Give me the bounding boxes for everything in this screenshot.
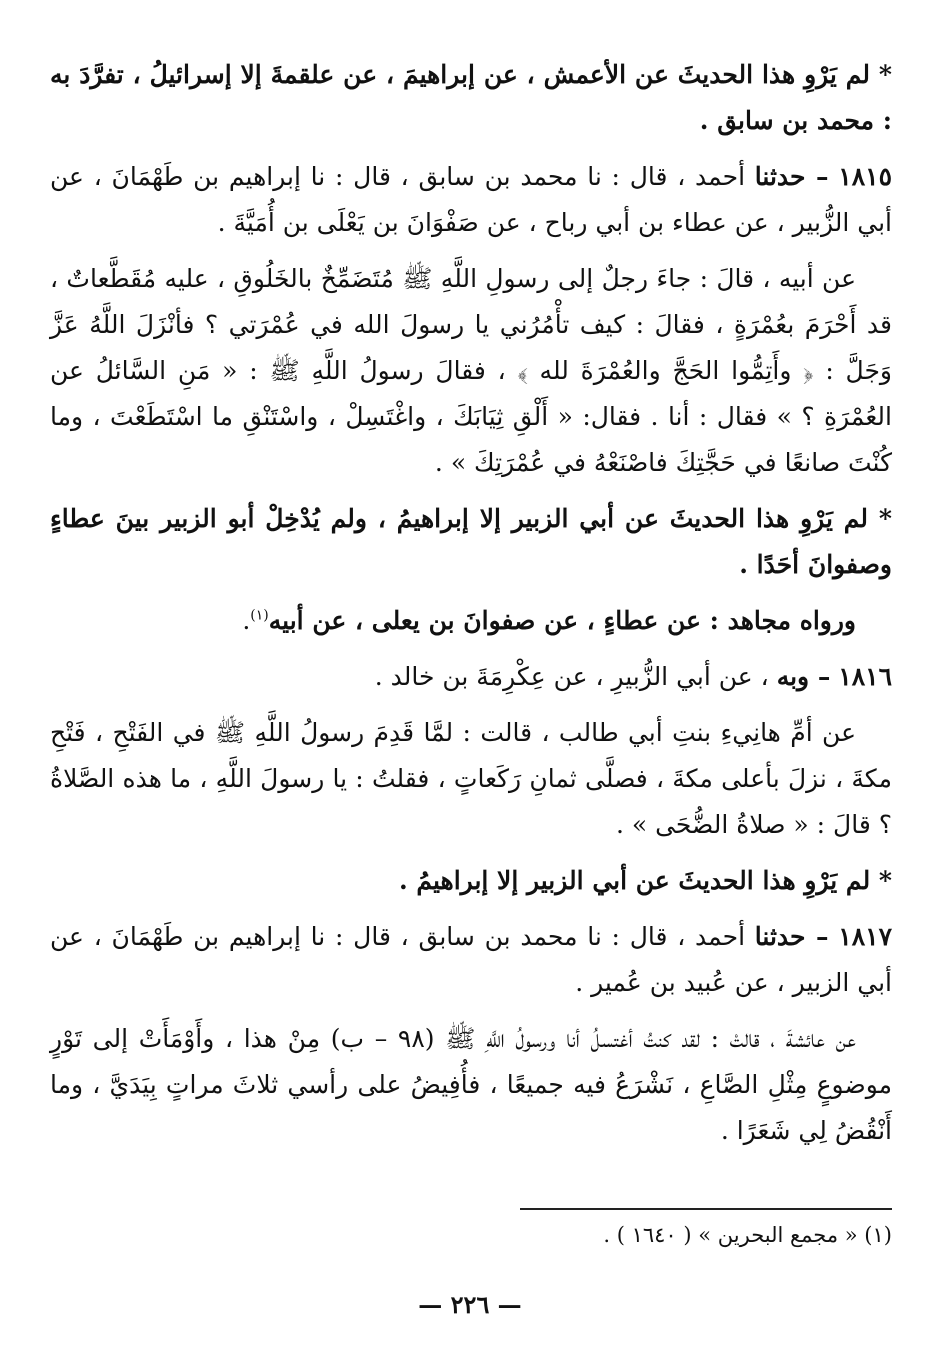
star-marker: *: [878, 60, 892, 89]
hadith-lead: – وبه: [776, 662, 831, 691]
editor-note: [50, 858, 892, 904]
footnote-divider: [520, 1208, 892, 1210]
footnote: (١) « مجمع البحرين » ( ١٦٤٠ ) .: [603, 1223, 892, 1247]
hadith-text: عن أمِّ هانِيءِ بنتِ أبي طالب ، قالت : لمَّا قَدِمَ رسولُ اللَّهِ ﷺ في الفَتْحِ ، فَتْحِ مكةَ ، نزلَ بأعلى مكةَ ، فصلَّى ثمانِ رَكَعاتٍ ، فقلتُ : يا رسولَ اللَّهِ ، ما هذه الصَّلاةُ ؟ قالَ : « صلاةُ الضُّحَى » .: [50, 718, 892, 839]
page-body: [50, 52, 892, 1164]
editor-note: [50, 52, 892, 144]
hadith-lead: – حدثنا: [754, 922, 829, 951]
hadith-chain: [50, 914, 892, 1006]
note-text: لم يَرْوِ هذا الحديثَ عن الأعمش ، عن إبراهيمَ ، عن علقمةَ إلا إسرائيلُ ، تفرَّدَ به : محمد بن سابق .: [50, 60, 892, 135]
hadith-isnad: ، عن أبي الزُّبيرِ ، عن عِكْرِمَةَ بن خالد .: [374, 662, 769, 691]
hadith-isnad: أحمد ، قال : نا محمد بن سابق ، قال : نا إبراهيم بن طَهْمَانَ ، عن أبي الزُّبير ، عن عطاء بن أبي رباح ، عن صَفْوَانَ بن يَعْلَى بن أُمَيَّةَ .: [50, 162, 892, 237]
hadith-text: عن عائشةَ ، قالتْ : لقد كنتُ أغتسلُ أنا ورسولُ اللَّهِ ﷺ (٩٨ – ب) مِنْ هذا ، وأَوْمَأَتْ إلى تَوْرٍ موضوعٍ مِثْلِ الصَّاعِ ، نَشْرَعُ فيه جميعًا ، فأُفِيضُ على رأسي ثلاثَ مراتٍ بِيَدَيَّ ، وما أَنْقُضُ لِي شَعَرًا .: [50, 1024, 892, 1145]
hadith-isnad: أحمد ، قال : نا محمد بن سابق ، قال : نا إبراهيم بن طَهْمَانَ ، عن أبي الزبير ، عن عُبيد بن عُمير .: [50, 922, 892, 997]
footnote-ref: (١): [250, 607, 269, 624]
narration-text: ورواه مجاهد : عن عطاءٍ ، عن صفوانَ بن يعلى ، عن أبيه: [268, 606, 856, 635]
note-text: لم يَرْوِ هذا الحديثَ عن أبي الزبير إلا إبراهيمُ .: [398, 866, 871, 895]
hadith-number: ١٨١٥: [838, 162, 892, 191]
star-marker: *: [878, 866, 892, 895]
note-text: لم يَرْوِ هذا الحديثَ عن أبي الزبير إلا إبراهيمُ ، ولم يُدْخِلْ أبو الزبير بينَ عطاءٍ وصفوانَ أحَدًا .: [50, 504, 892, 579]
star-marker: *: [878, 504, 892, 533]
hadith-chain: [50, 154, 892, 246]
editor-note: [50, 496, 892, 588]
page-number: — ٢٢٦ —: [418, 1290, 522, 1319]
narration-tail: .: [242, 606, 251, 635]
hadith-number: ١٨١٦: [838, 662, 892, 691]
narration-note: [50, 598, 892, 644]
hadith-chain: [50, 654, 892, 700]
hadith-text: عن أبيه ، قالَ : جاءَ رجلٌ إلى رسولِ اللَّهِ ﷺ مُتَضَمِّخٌ بالخَلُوقِ ، عليه مُقَطَّعاتٌ ، قد أَحْرَمَ بعُمْرَةٍ ، فقالَ : كيف تأْمُرُني يا رسولَ الله في عُمْرَتي ؟ فأنْزَلَ اللَّهُ عَزَّ وَجَلَّ : ﴿ وأَتِمُّوا الحَجَّ والعُمْرَةَ لله ﴾ ، فقالَ رسولُ اللَّهِ ﷺ : « مَنِ السَّائلُ عن العُمْرَةِ ؟ » فقال : أنا . فقال: « أَلْقِ ثِيَابَكَ ، واغْتَسِلْ ، واسْتَنْقِ ما اسْتَطَعْتَ ، وما كُنْتَ صانعًا في حَجَّتِكَ فاصْنَعْهُ في عُمْرَتِكَ » .: [50, 264, 892, 477]
hadith-number: ١٨١٧: [838, 922, 892, 951]
hadith-lead: – حدثنا: [754, 162, 829, 191]
